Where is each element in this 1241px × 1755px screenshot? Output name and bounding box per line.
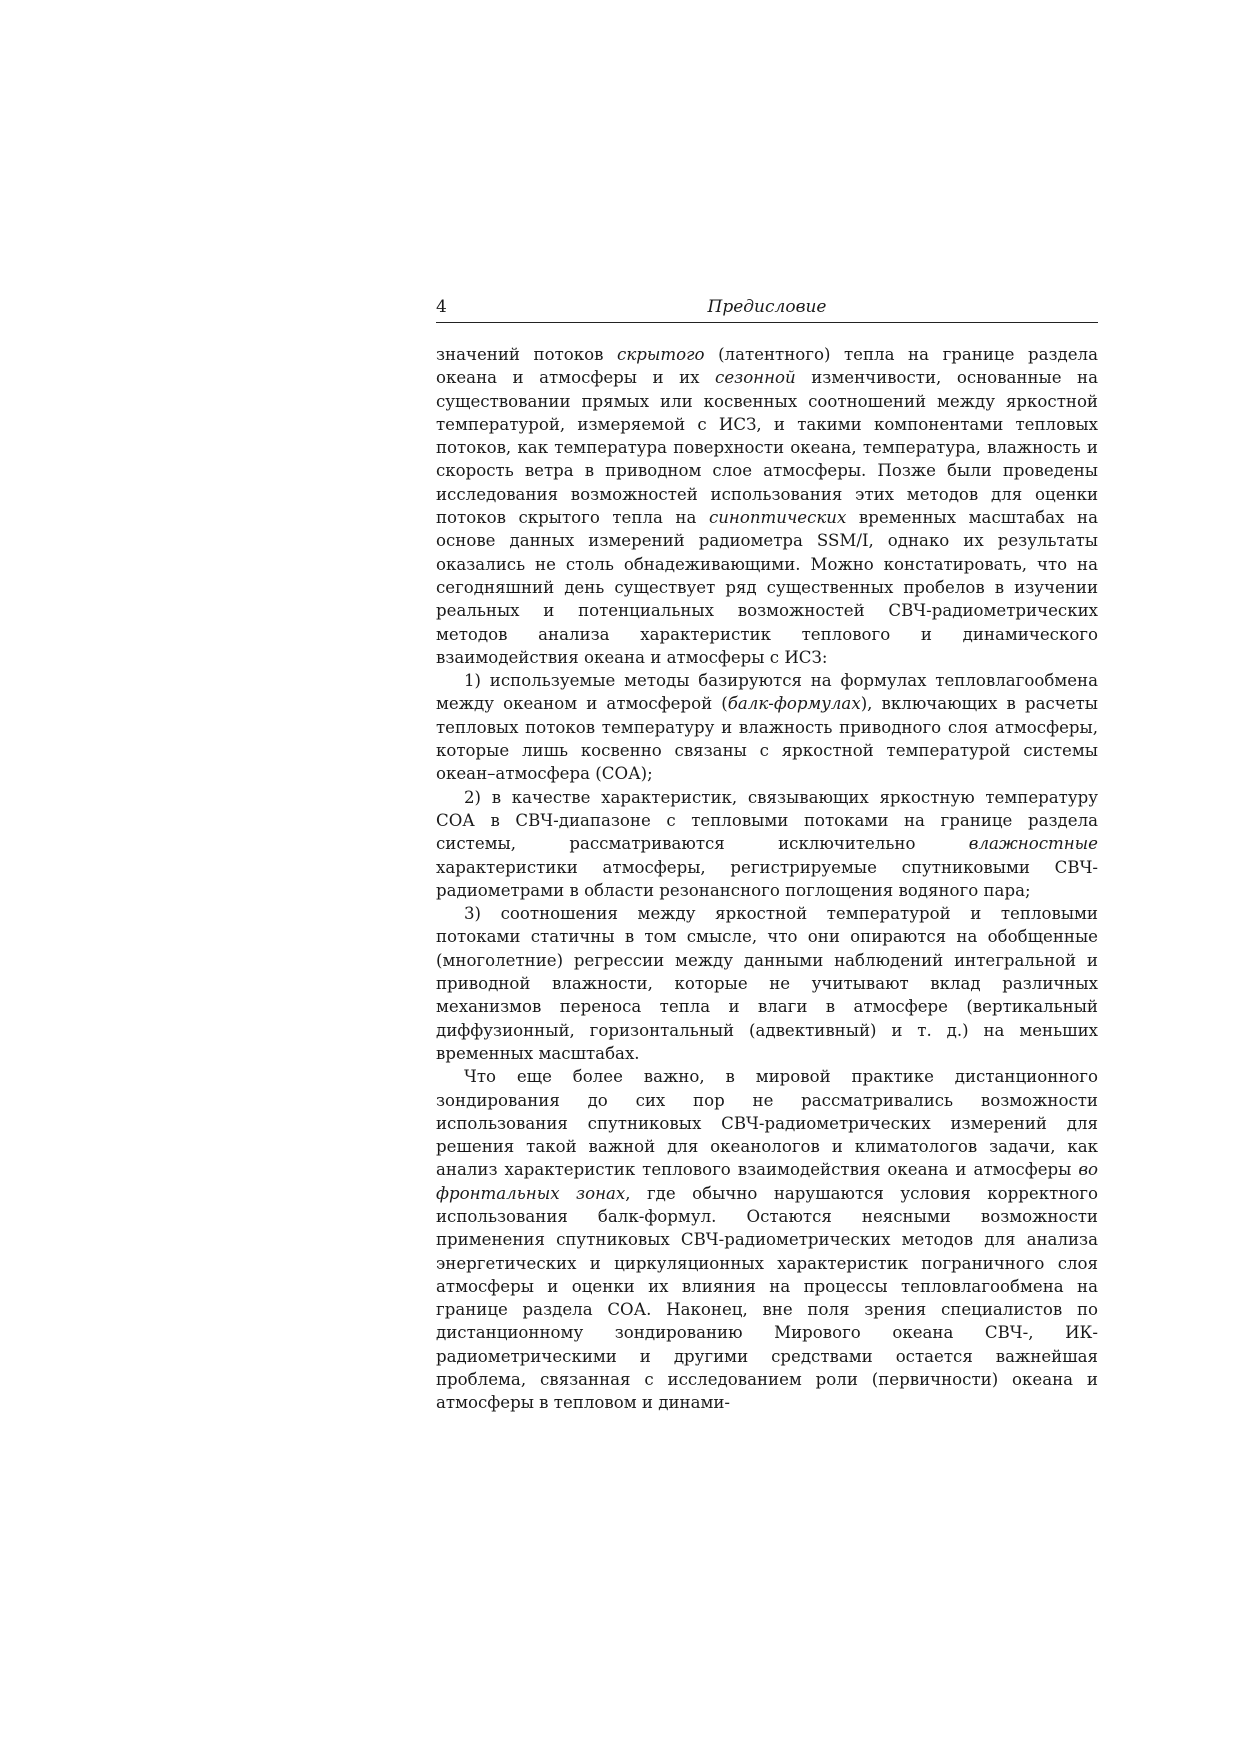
text-run: характеристики атмосферы, регистрируемые спутниковыми СВЧ-радиометрами в области резонансного поглощения водяного пара; (436, 857, 1098, 900)
text-run: , где обычно нарушаются условия корректного использования балк-формул. Остаются неясными возможности применения спутниковых СВЧ-радиометрических методов для анализа энергетических и циркуляционных характеристик пограничного слоя атмосферы и оценки их влияния на процессы тепловлагообмена на границе раздела СОА. Наконец, вне поля зрения специалистов по дистанционному зондированию Мирового океана СВЧ-, ИК-радиометрическими и другими средствами остается важнейшая проблема, связанная с исследованием роли (первичности) океана и атмосферы в тепловом и динами- (436, 1183, 1098, 1413)
text-run: ), включающих в расчеты тепловых потоков температуру и влажность приводного слоя атмосферы, которые лишь косвенно связаны с яркостной температурой системы океан–атмосфера (СОА); (436, 694, 1098, 784)
emphasis-seasonal: сезонной (715, 368, 796, 388)
list-item-2 (436, 786, 1098, 902)
text-run: значений потоков (436, 345, 618, 364)
text-body (436, 343, 1098, 1415)
paragraph-frontal-zones (436, 1065, 1098, 1414)
page-number: 4 (436, 297, 447, 317)
text-run: 3) соотношения между яркостной температурой и тепловыми потоками статичны в том смысле, что они опираются на обобщенные (многолетние) регрессии между данными наблюдений интегральной и приводной влажности, которые не учитывают вклад различных механизмов переноса тепла и влаги в атмосфере (вертикальный диффузионный, горизонтальный (адвективный) и т. д.) на меньших временных масштабах. (436, 904, 1098, 1063)
list-item-3 (436, 902, 1098, 1065)
text-run: (латентного) тепла на границе раздела океана и атмосферы и их (436, 345, 1098, 388)
text-run: Что еще более важно, в мировой практике дистанционного зондирования до сих пор не рассматривались возможности использования спутниковых СВЧ-радиометрических измерений для решения такой важной для океанологов и климатологов задачи, как анализ характеристик теплового взаимодействия океана и атмосферы (436, 1067, 1098, 1180)
paragraph-intro-continuation (436, 343, 1098, 669)
emphasis-synoptic: синоптических (708, 508, 847, 528)
emphasis-frontal-zones: во фронтальных зонах (436, 1160, 1098, 1203)
list-item-1 (436, 669, 1098, 785)
running-title: Предисловие (707, 297, 827, 317)
emphasis-bulk-formulas: балк-формулах (727, 694, 861, 714)
text-run: изменчивости, основанные на существовании прямых или косвенных соотношений между яркостной температурой, измеряемой с ИСЗ, и такими компонентами тепловых потоков, как температура поверхности океана, температура, влажность и скорость ветра в приводном слое атмосферы. Позже были проведены исследования возможностей использования этих методов для оценки потоков скрытого тепла на (436, 368, 1099, 528)
emphasis-latent-heat: скрытого (617, 345, 705, 364)
emphasis-humidity: влажностные (968, 834, 1098, 854)
text-run: временных масштабах на основе данных измерений радиометра SSM/I, однако их результаты оказались не столь обнадеживающими. Можно констатировать, что на сегодняшний день существует ряд существенных пробелов в изучении реальных и потенциальных возможностей СВЧ-радиометрических методов анализа характеристик теплового и динамического взаимодействия океана и атмосферы с ИСЗ: (436, 508, 1098, 667)
text-run: 1) используемые методы базируются на формулах тепловлагообмена между океаном и атмосферой ( (436, 671, 1098, 714)
text-run: 2) в качестве характеристик, связывающих яркостную температуру СОА в СВЧ-диапазоне с тепловыми потоками на границе раздела системы, рассматриваются исключительно (436, 787, 1098, 854)
page-header (436, 296, 1098, 323)
